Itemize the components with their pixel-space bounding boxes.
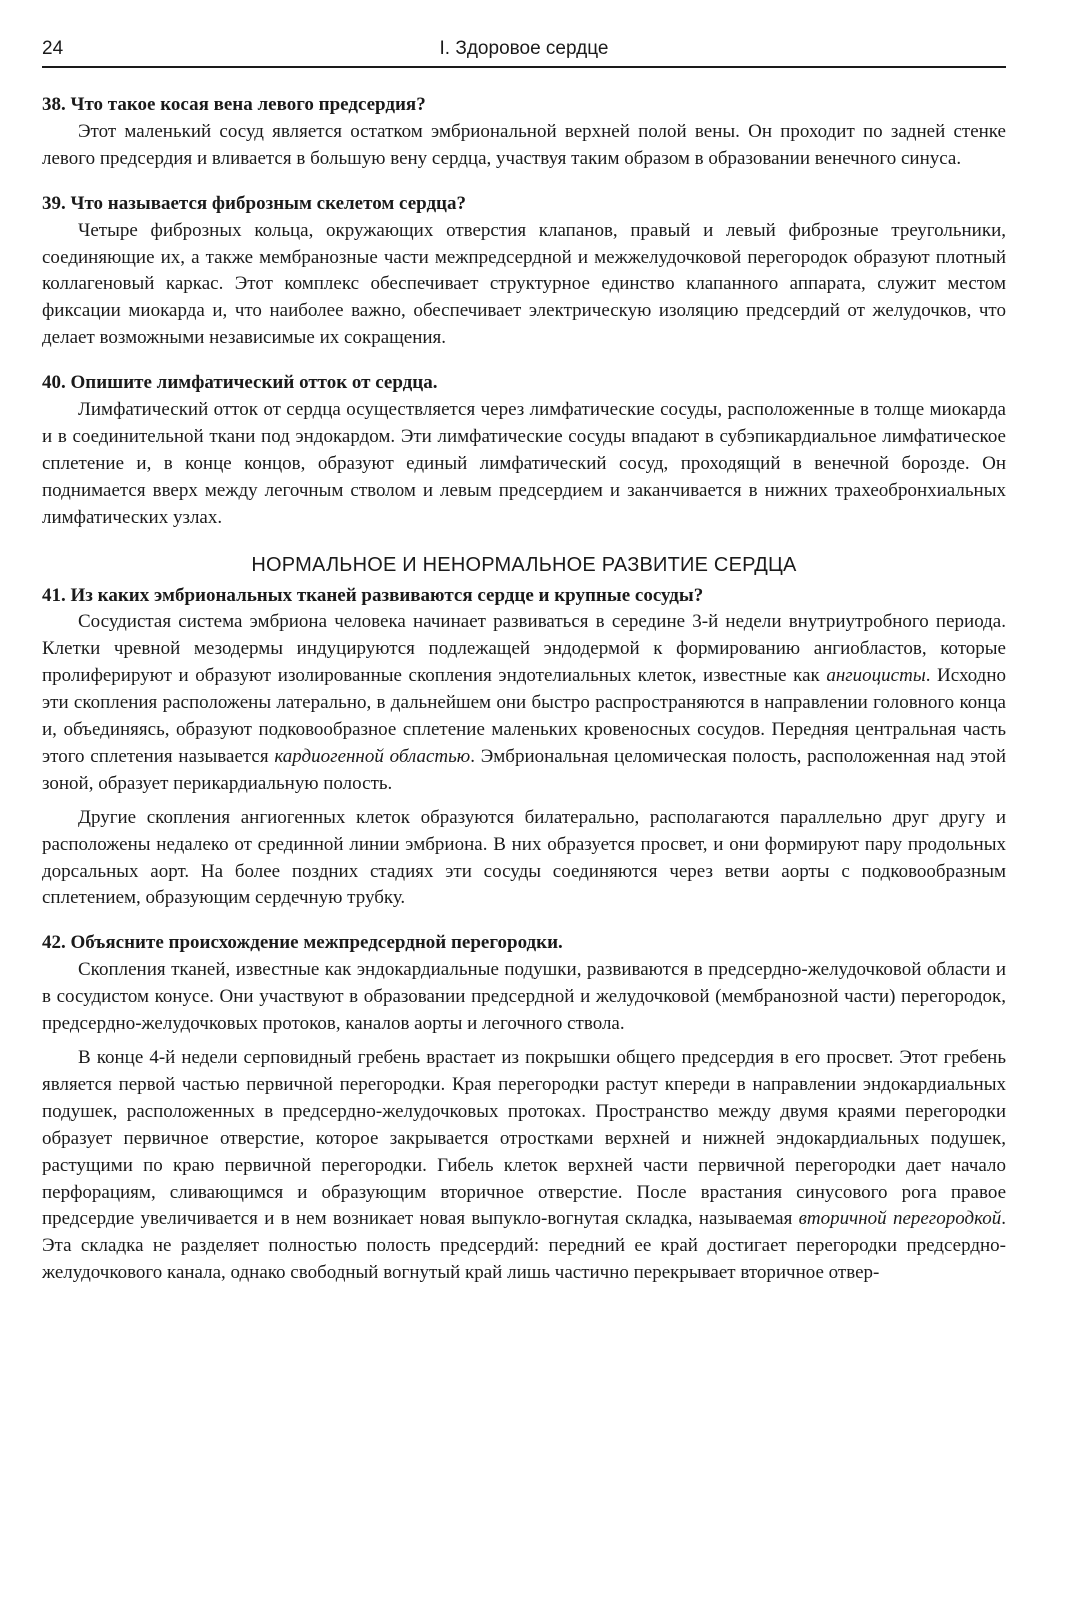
answer-paragraph: Сосудистая система эмбриона человека начинает развиваться в середине 3-й недели внутриутробного периода. Клетки чревной мезодермы индуцируются подлежащей эндодермой к формированию ангиобластов, которые пролиферируют и образуют изолированные скопления эндотелиальных клеток, известные как ангиоцисты. Исходно эти скопления расположены латерально, в дальнейшем они быстро распространяются в направлении головного конца и, объединяясь, образуют подковообразное сплетение маленьких кровеносных сосудов. Передняя центральная часть этого сплетения называется кардиогенной областью. Эмбриональная целомическая полость, расположенная над этой зоной, образует перикардиальную полость. xyxy=(42,611,1007,794)
book-page xyxy=(42,34,1006,1287)
question-41 xyxy=(42,583,1006,913)
page-number: 24 xyxy=(42,38,64,59)
answer-paragraph: Лимфатический отток от сердца осуществляется через лимфатические сосуды, расположенные в толще миокарда и в соединительной ткани под эндокардом. Эти лимфатические сосуды впадают в субэпикардиальное лимфатическое сплетение и, в конце концов, образуют единый лимфатический сосуд, проходящий в венечной борозде. Он поднимается вверх между легочным стволом и левым предсердием и заканчивается в нижних трахеобронхиальных лимфатических узлах. xyxy=(42,399,1006,528)
running-head xyxy=(42,34,1006,68)
answer-paragraph: В конце 4-й недели серповидный гребень врастает из покрышки общего предсердия в его просвет. Этот гребень является первой частью первичной перегородки. Края перегородки растут кпереди в направлении эндокардиальных подушек, расположенных в предсердно-желудочковых протоках. Пространство между двумя краями перегородки образует первичное отверстие, которое закрывается отростками верхней и нижней эндокардиальных подушек, растущими по краю первичной перегородки. Гибель клеток верхней части первичной перегородки дает начало перфорациям, сливающимся и образующим вторичное отверстие. После врастания синусового рога правое предсердие увеличивается и в нем возникает новая выпукло-вогнутая складка, называемая вторичной перегородкой. Эта складка не разделяет полностью полость предсердий: передний ее край достигает перегородки предсердно-желудочкового канала, однако свободный вогнутый край лишь частично перекрывает вторичное отвер- xyxy=(42,1047,1006,1284)
question-title: 40. Опишите лимфатический отток от сердца. xyxy=(42,372,438,394)
answer-paragraph: Скопления тканей, известные как эндокардиальные подушки, развиваются в предсердно-желудочковой области и в сосудистом конусе. Они участвуют в образовании предсердной и желудочковой (мембранозной части) перегородок, предсердно-желудочковых протоков, каналов аорты и легочного ствола. xyxy=(42,959,1006,1035)
section-heading: НОРМАЛЬНОЕ И НЕНОРМАЛЬНОЕ РАЗВИТИЕ СЕРДЦА xyxy=(251,553,797,576)
running-title: I. Здоровое сердце xyxy=(439,38,609,59)
term-italic: кардиогенной областью xyxy=(274,745,471,767)
question-38 xyxy=(42,92,1006,173)
question-title: 42. Объясните происхождение межпредсердной перегородки. xyxy=(42,932,563,954)
answer-paragraph: Четыре фиброзных кольца, окружающих отверстия клапанов, правый и левый фиброзные треугольники, соединяющие их, а также мембранозные части межпредсердной и межжелудочковой перегородок образуют плотный коллагеновый каркас. Этот комплекс обеспечивает структурное единство клапанного аппарата, служит местом фиксации миокарда и, что наиболее важно, обеспечивает электрическую изоляцию предсердий от желудочков, что делает возможными независимые их сокращения. xyxy=(42,219,1006,349)
question-title: 38. Что такое косая вена левого предсердия? xyxy=(42,94,426,115)
question-title: 39. Что называется фиброзным скелетом сердца? xyxy=(42,192,467,214)
page-content xyxy=(42,92,1006,1287)
term-italic: ангиоцисты xyxy=(826,665,926,687)
answer-paragraph: Этот маленький сосуд является остатком эмбриональной верхней полой вены. Он проходит по задней стенке левого предсердия и вливается в большую вену сердца, участвуя таким образом в образовании венечного синуса. xyxy=(42,120,1006,169)
term-italic: вторичной перегородкой xyxy=(798,1208,1002,1230)
question-42 xyxy=(42,930,1006,1287)
answer-paragraph: Другие скопления ангиогенных клеток образуются билатерально, располагаются параллельно друг другу и расположены недалеко от срединной линии эмбриона. В них образуется просвет, и они формируют пару продольных дорсальных аорт. На более поздних стадиях эти сосуды соединяются через ветви аорты с подковообразным сплетением, образующим сердечную трубку. xyxy=(42,806,1006,909)
question-39 xyxy=(42,191,1006,352)
question-title: 41. Из каких эмбриональных тканей развиваются сердце и крупные сосуды? xyxy=(42,584,704,606)
question-40 xyxy=(42,370,1006,531)
